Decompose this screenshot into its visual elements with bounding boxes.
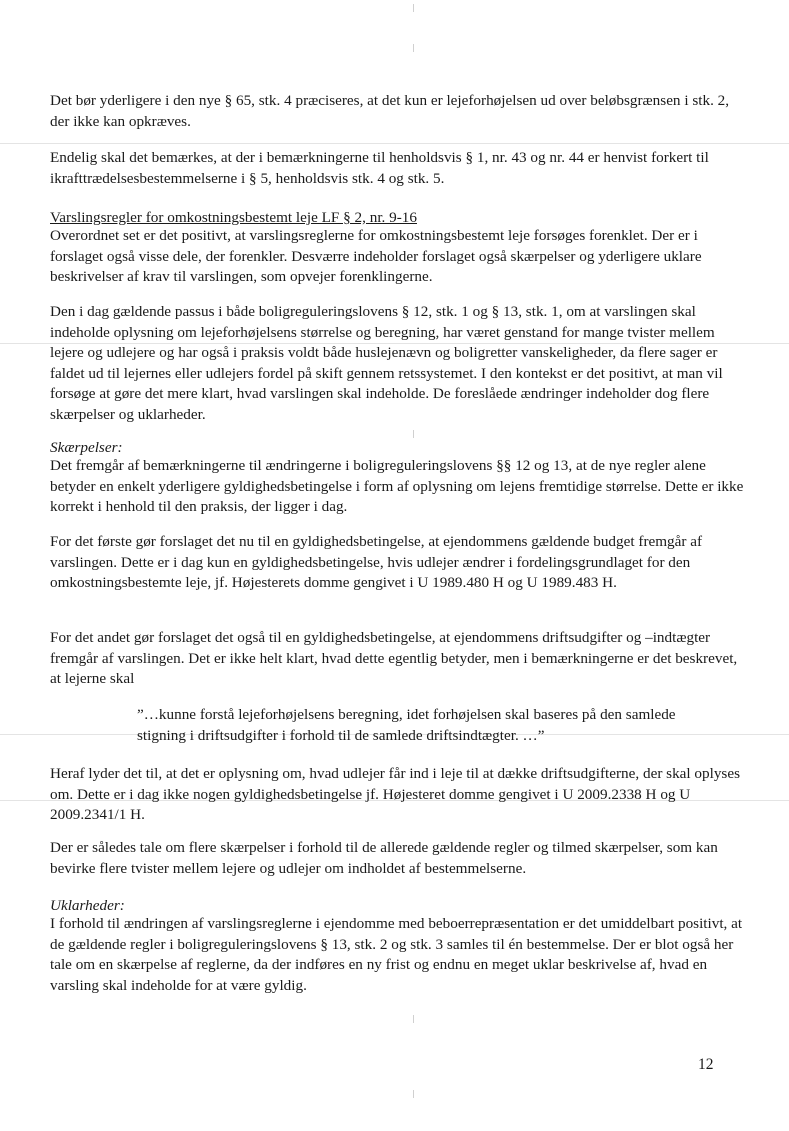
scan-artifact-dot	[413, 430, 414, 438]
block-quote: ”…kunne forstå lejeforhøjelsens beregning, idet forhøjelsen skal baseres på den samlede stigning i driftsudgifter i forhold til de samlede driftsindtægter. …”	[137, 706, 676, 744]
scan-artifact-dot	[413, 44, 414, 52]
section-heading: Varslingsregler for omkostningsbestemt leje LF § 2, nr. 9-16	[50, 209, 417, 226]
paragraph: I forhold til ændringen af varslingsreglerne i ejendomme med beboerrepræsentation er det umiddelbart positivt, at de gældende regler i boligreguleringslovens § 13, stk. 2 og stk. 3 samles til én bestemmelse. Der er blot også her tale om en skærpelse af reglerne, da der indføres en ny frist og endnu en meget uklar beskrivelse af, hvad en varsling skal indeholde for at være gyldig.	[50, 915, 743, 994]
subheading: Uklarheder:	[50, 897, 125, 914]
paragraph: For det første gør forslaget det nu til en gyldighedsbetingelse, at ejendommens gældende budget fremgår af varslingen. Dette er i dag kun en gyldighedsbetingelse, hvis udlejer ændrer i fordelingsgrundlaget for den omkostningsbestemte leje, jf. Højesterets domme gengivet i U 1989.480 H og U 1989.483 H.	[50, 533, 703, 591]
paragraph: Der er således tale om flere skærpelser i forhold til de allerede gældende regler og tilmed skærpelser, som kan bevirke flere tvister mellem lejere og udlejer om indholdet af bestemmelserne.	[50, 839, 718, 877]
paragraph: Heraf lyder det til, at det er oplysning om, hvad udlejer får ind i leje til at dække driftsudgifterne, der skal oplyses om. Dette er i dag ikke nogen gyldighedsbetingelse jf. Højesteret domme gengivet i U 2009.2338 H og U 2009.2341/1 H.	[50, 765, 740, 823]
page-number: 12	[698, 1056, 714, 1073]
paragraph: Den i dag gældende passus i både boligreguleringslovens § 12, stk. 1 og § 13, stk. 1, om at varslingen skal indeholde oplysning om lejeforhøjelsens størrelse og beregning, har været genstand for mange tvister mellem lejere og udlejere og har også i praksis voldt både huslejenævn og boligretter vanskeligheder, da flere sager er faldet ud til lejernes eller udlejers fordel på skift gennem retssystemet. I den kontekst er det positivt, at man vil forsøge at gøre det mere klart, hvad varslingen skal indeholde. De foreslåede ændringer indeholder dog flere skærpelser og uklarheder.	[50, 303, 723, 423]
scan-artifact-dot	[413, 1015, 414, 1023]
paragraph: Det bør yderligere i den nye § 65, stk. 4 præciseres, at det kun er lejeforhøjelsen ud over beløbsgrænsen i stk. 2, der ikke kan opkræves.	[50, 92, 730, 130]
paragraph: For det andet gør forslaget det også til en gyldighedsbetingelse, at ejendommens driftsudgifter og –indtægter fremgår af varslingen. Det er ikke helt klart, hvad dette egentlig betyder, men i bemærkningerne er det beskrevet, at lejerne skal	[50, 629, 738, 687]
scan-artifact-dot	[413, 1090, 414, 1098]
scan-artifact-line	[0, 143, 789, 144]
scan-artifact-dot	[413, 4, 414, 12]
paragraph: Endelig skal det bemærkes, at der i bemærkningerne til henholdsvis § 1, nr. 43 og nr. 44 er henvist forkert til ikrafttrædelsesbestemmelserne i § 5, henholdsvis stk. 4 og stk. 5.	[50, 149, 709, 187]
subheading: Skærpelser:	[50, 439, 123, 456]
paragraph: Overordnet set er det positivt, at varslingsreglerne for omkostningsbestemt leje forsøges forenklet. Der er i forslaget også visse dele, der forenkler. Desværre indeholder forslaget også skærpelser og yderligere uklare beskrivelser af krav til varslingen, som opvejer forenklingerne.	[50, 227, 702, 285]
paragraph: Det fremgår af bemærkningerne til ændringerne i boligreguleringslovens §§ 12 og 13, at de nye regler alene betyder en enkelt yderligere gyldighedsbetingelse i form af oplysning om lejens fremtidige størrelse. Dette er ikke korrekt i henhold til den praksis, der ligger i dag.	[50, 457, 744, 515]
